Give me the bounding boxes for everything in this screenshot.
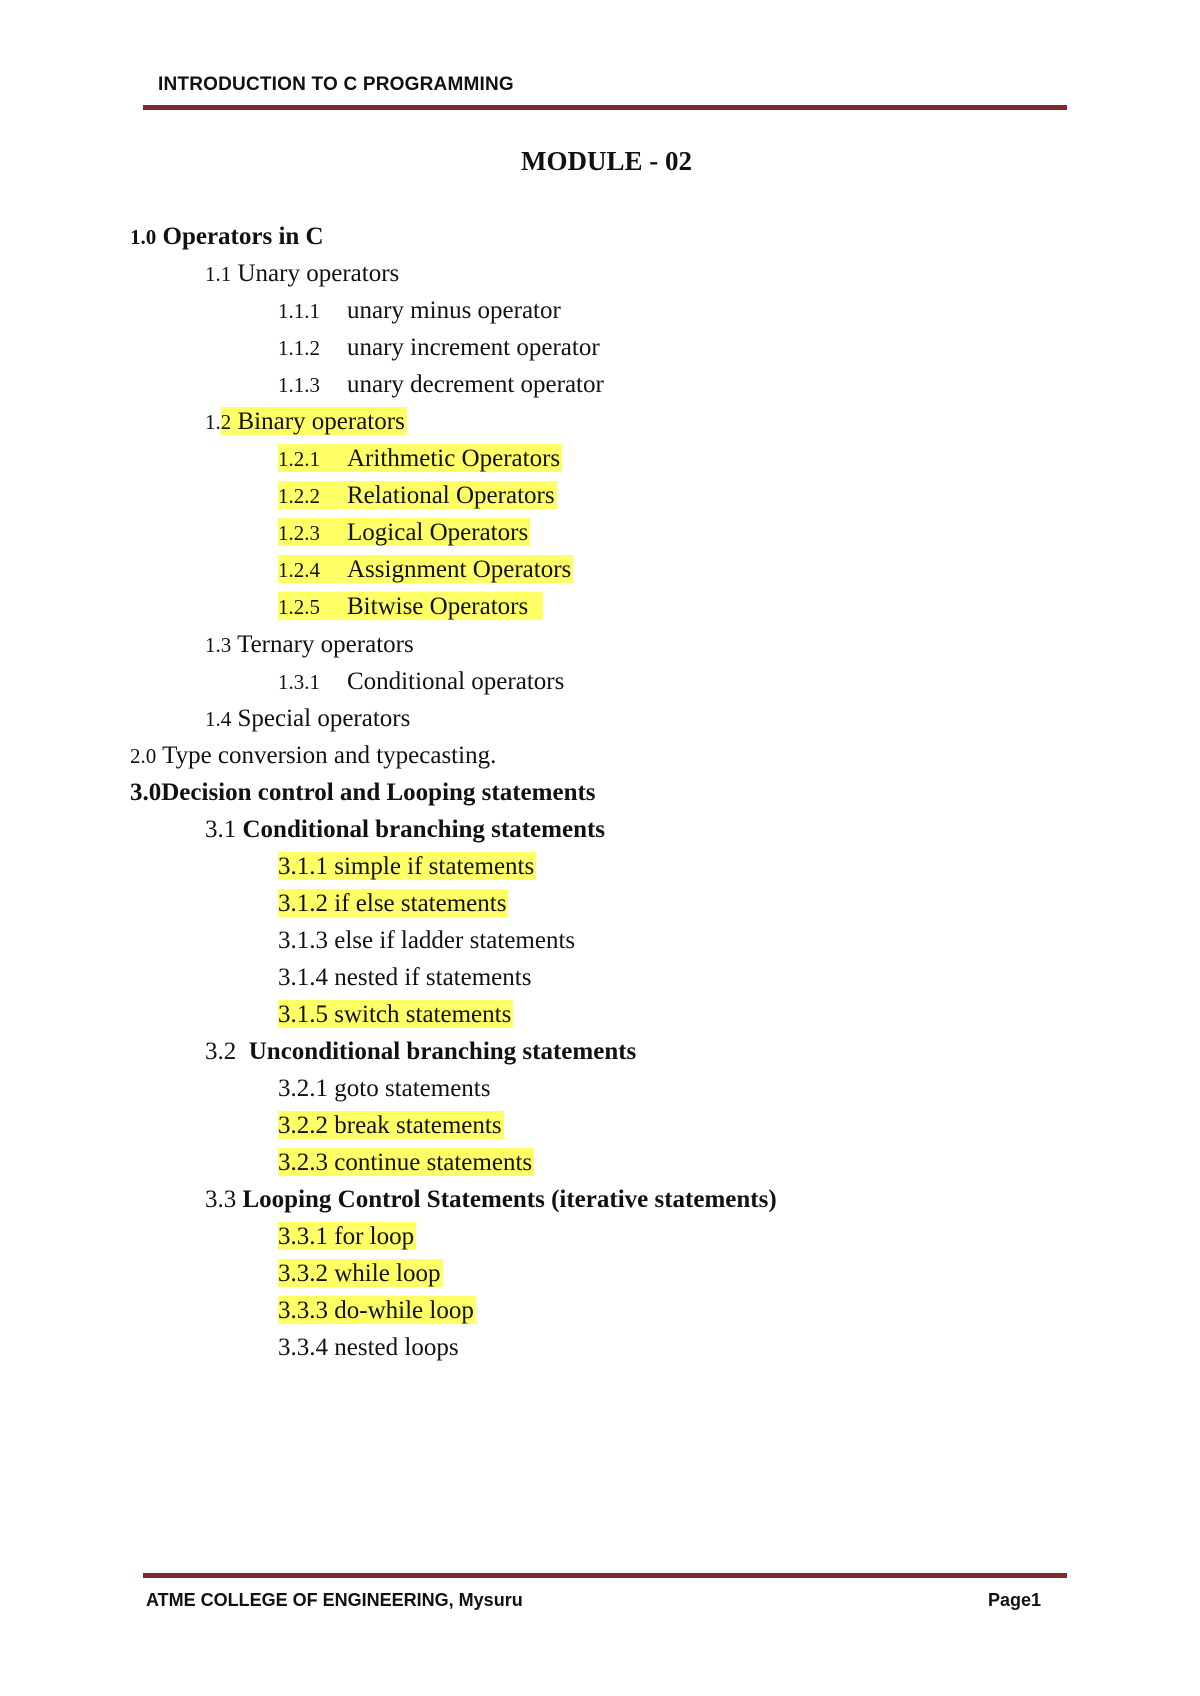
toc-entry-3-1-2: 3.1.2 if else statements [278,890,507,917]
toc-entry-3-1-5: 3.1.5 switch statements [278,1001,512,1028]
toc-entry-1-2-3: 1.2.3 Logical Operators [278,519,529,546]
toc-entry-1-3-1: 1.3.1 Conditional operators [278,668,565,695]
toc-entry-1-1-1: 1.1.1 unary minus operator [278,297,561,324]
toc-entry-3-3-2: 3.3.2 while loop [278,1260,441,1287]
toc-entry-3-3-3: 3.3.3 do-while loop [278,1297,474,1324]
toc-entry-3-3: 3.3 Looping Control Statements (iterative statements) [205,1186,777,1213]
toc-entry-1-3: 1.3 Ternary operators [205,631,414,658]
toc-entry-1-2-2: 1.2.2 Relational Operators [278,482,555,509]
toc-entry-3-3-4: 3.3.4 nested loops [278,1334,459,1361]
page-number: Page1 [988,1590,1042,1610]
toc-entry-3-2: 3.2 Unconditional branching statements [205,1038,637,1065]
toc-entry-3-2-3: 3.2.3 continue statements [278,1149,533,1176]
toc-entry-1-0: 1.0 Operators in C [130,223,324,250]
toc-entry-1-1-3: 1.1.3 unary decrement operator [278,371,604,398]
toc-entry-3-0: 3.0Decision control and Looping statements [130,779,596,806]
toc-entry-1-2-5: 1.2.5 Bitwise Operators [278,592,543,622]
running-header: INTRODUCTION TO C PROGRAMMING [158,74,514,95]
toc-entry-1-2: 1.2 Binary operators [205,408,405,435]
header-rule [143,105,1067,110]
toc-entry-2-0: 2.0 Type conversion and typecasting. [130,742,497,769]
footer-college: ATME COLLEGE OF ENGINEERING, Mysuru [146,1590,523,1610]
toc-entry-3-1: 3.1 Conditional branching statements [205,816,606,843]
toc-entry-3-1-1: 3.1.1 simple if statements [278,853,535,880]
toc-entry-1-2-1: 1.2.1 Arithmetic Operators [278,445,561,472]
toc-entry-3-2-2: 3.2.2 break statements [278,1112,502,1139]
toc-entry-3-1-4: 3.1.4 nested if statements [278,964,532,991]
toc-entry-1-2-4: 1.2.4 Assignment Operators [278,556,572,583]
toc-entry-1-4: 1.4 Special operators [205,705,411,732]
toc-entry-1-1: 1.1 Unary operators [205,260,400,287]
toc-entry-3-3-1: 3.3.1 for loop [278,1223,415,1250]
toc-entry-3-2-1: 3.2.1 goto statements [278,1075,491,1102]
toc-entry-3-1-3: 3.1.3 else if ladder statements [278,927,576,954]
footer-rule [143,1573,1067,1578]
module-title: MODULE - 02 [521,146,692,176]
toc-entry-1-1-2: 1.1.2 unary increment operator [278,334,600,361]
